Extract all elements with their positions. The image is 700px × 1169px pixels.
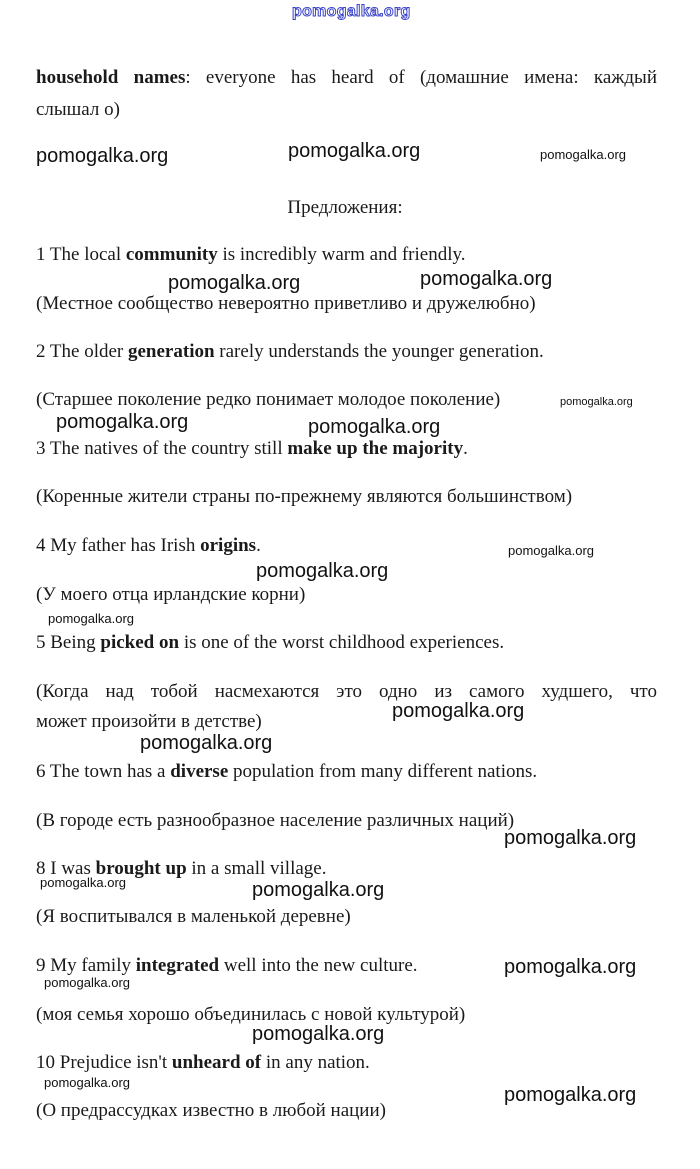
sentence-text: . bbox=[463, 438, 468, 459]
key-phrase: origins bbox=[200, 535, 257, 556]
sentence-text: 9 My family bbox=[36, 955, 136, 976]
watermark: pomogalka.org bbox=[44, 975, 130, 990]
translation-9: (моя семья хорошо объединилась с новой культурой) bbox=[36, 1004, 466, 1025]
sentence-text: . bbox=[256, 535, 261, 556]
sentence-text: 6 The town has a bbox=[36, 761, 171, 782]
watermark: pomogalka.org bbox=[308, 416, 441, 438]
watermark: pomogalka.org bbox=[392, 700, 525, 722]
watermark: pomogalka.org bbox=[560, 396, 633, 408]
translation-6: (В городе есть разнообразное население различных наций) bbox=[36, 810, 515, 831]
sentence-text: 2 The older bbox=[36, 341, 128, 362]
watermark: pomogalka.org bbox=[40, 875, 126, 890]
sentence-text: population from many different nations. bbox=[228, 761, 538, 782]
translation-2: (Старшее поколение редко понимает молодое поколение) bbox=[36, 389, 501, 410]
sentence-2 bbox=[36, 340, 544, 364]
sentence-text: 8 I was bbox=[36, 858, 96, 879]
watermark: pomogalka.org bbox=[288, 140, 421, 162]
key-phrase: unheard of bbox=[171, 1052, 262, 1073]
sentence-text: is incredibly warm and friendly. bbox=[217, 244, 466, 265]
intro-term: household names bbox=[36, 67, 186, 88]
sentence-5 bbox=[36, 631, 504, 655]
watermark: pomogalka.org bbox=[252, 1023, 385, 1045]
key-phrase: brought up bbox=[95, 858, 187, 879]
watermark: pomogalka.org bbox=[36, 145, 169, 167]
header-watermark: pomogalka.org bbox=[292, 3, 411, 20]
sentence-text: 10 Prejudice isn't bbox=[36, 1052, 172, 1073]
key-phrase: integrated bbox=[135, 955, 220, 976]
watermark: pomogalka.org bbox=[508, 543, 594, 558]
intro-line-2: слышал о) bbox=[36, 99, 120, 120]
key-phrase: make up the majority bbox=[287, 438, 464, 459]
translation-3: (Коренные жители страны по-прежнему являются большинством) bbox=[36, 486, 573, 507]
watermark: pomogalka.org bbox=[420, 268, 553, 290]
watermark: pomogalka.org bbox=[56, 411, 189, 433]
watermark: pomogalka.org bbox=[168, 272, 301, 294]
translation-5-line-1: (Когда над тобой насмехаются это одно из самого худшего, что bbox=[36, 681, 657, 702]
sentence-6 bbox=[36, 760, 537, 784]
translation-4: (У моего отца ирландские корни) bbox=[36, 584, 306, 605]
translation-5-line-2: может произойти в детстве) bbox=[36, 711, 262, 732]
watermark: pomogalka.org bbox=[48, 611, 134, 626]
sentence-text: in a small village. bbox=[186, 858, 327, 879]
watermark: pomogalka.org bbox=[140, 732, 273, 754]
sentence-text: well into the new culture. bbox=[219, 955, 418, 976]
watermark: pomogalka.org bbox=[252, 879, 385, 901]
intro-line-1 bbox=[36, 66, 657, 90]
sentence-text: is one of the worst childhood experiences. bbox=[179, 632, 505, 653]
section-title: Предложения: bbox=[287, 197, 403, 218]
watermark: pomogalka.org bbox=[44, 1075, 130, 1090]
sentence-1 bbox=[36, 243, 466, 267]
key-phrase: diverse bbox=[170, 761, 229, 782]
sentence-text: 1 The local bbox=[36, 244, 126, 265]
watermark: pomogalka.org bbox=[540, 147, 626, 162]
sentence-text: rarely understands the younger generation. bbox=[214, 341, 544, 362]
sentence-text: 5 Being bbox=[36, 632, 101, 653]
sentence-3 bbox=[36, 437, 468, 461]
watermark: pomogalka.org bbox=[504, 1084, 637, 1106]
watermark: pomogalka.org bbox=[504, 827, 637, 849]
translation-10: (О предрассудках известно в любой нации) bbox=[36, 1100, 386, 1121]
sentence-text: in any nation. bbox=[261, 1052, 370, 1073]
key-phrase: picked on bbox=[100, 632, 180, 653]
translation-1: (Местное сообщество невероятно приветливо и дружелюбно) bbox=[36, 293, 536, 314]
key-phrase: community bbox=[125, 244, 218, 265]
translation-8: (Я воспитывался в маленькой деревне) bbox=[36, 906, 351, 927]
watermark: pomogalka.org bbox=[256, 560, 389, 582]
watermark: pomogalka.org bbox=[504, 956, 637, 978]
sentence-4 bbox=[36, 534, 261, 558]
key-phrase: generation bbox=[128, 341, 215, 362]
sentence-text: 4 My father has Irish bbox=[36, 535, 201, 556]
intro-definition: : everyone has heard of (домашние имена: каждый bbox=[185, 67, 657, 88]
sentence-10 bbox=[36, 1051, 370, 1075]
sentence-text: 3 The natives of the country still bbox=[36, 438, 288, 459]
